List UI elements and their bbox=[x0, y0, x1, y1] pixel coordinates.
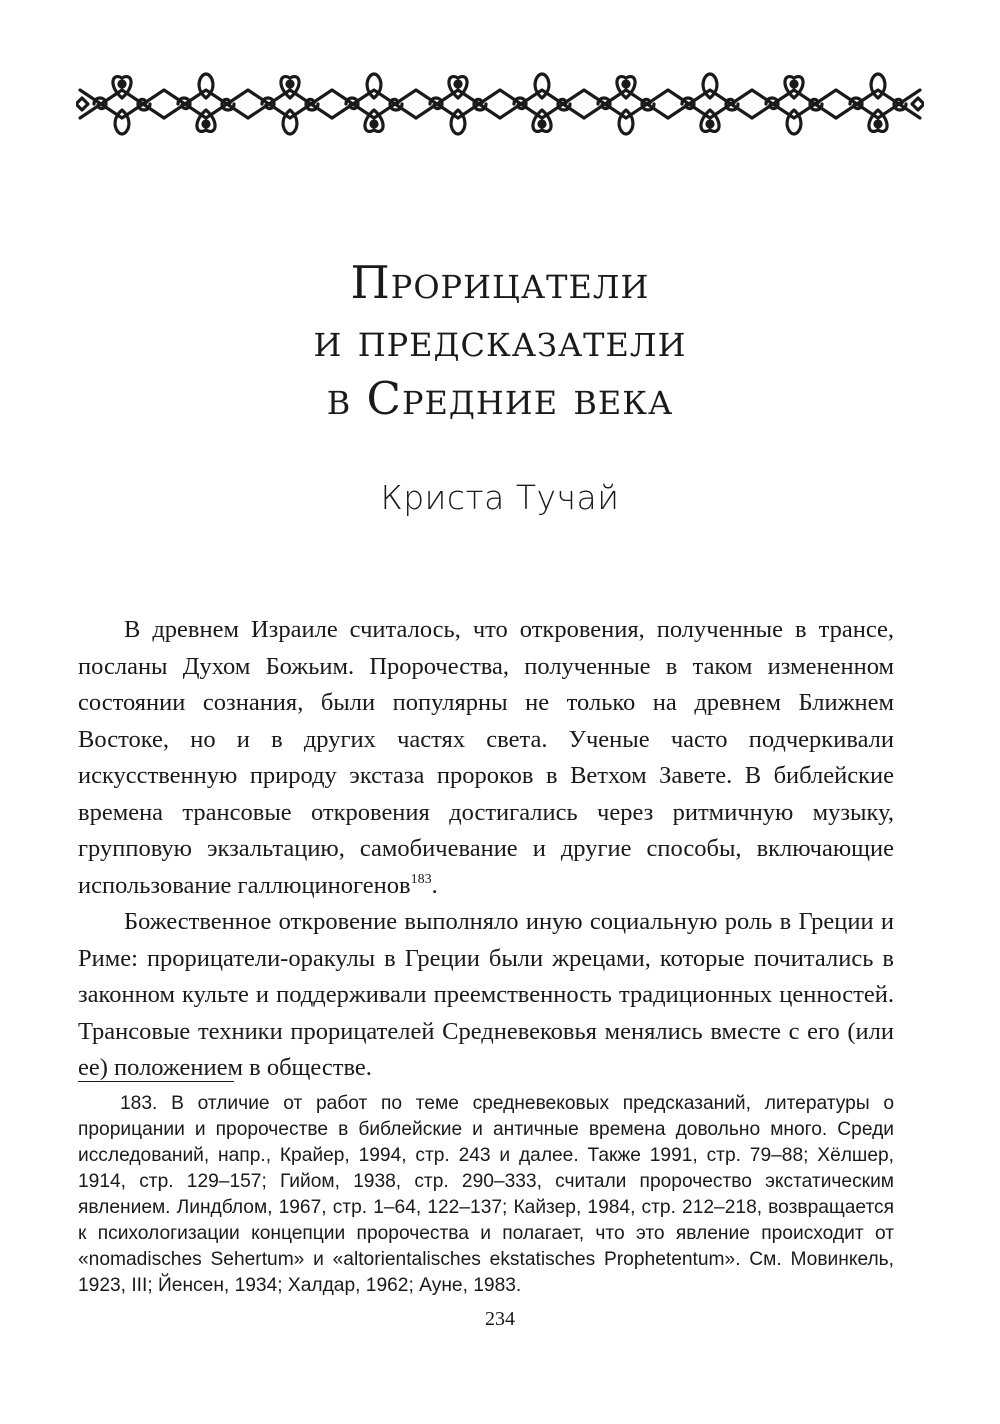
ornament-knot-unit bbox=[752, 77, 836, 134]
chapter-title-line-3: в Средние века bbox=[326, 372, 674, 425]
chapter-title-line-2: и предсказатели bbox=[313, 314, 687, 367]
ornament-drop bbox=[787, 110, 801, 134]
ornament-knot-unit bbox=[668, 74, 752, 131]
chapter-author: Криста Тучай bbox=[380, 478, 620, 517]
ornament-drop bbox=[619, 110, 633, 134]
ornament-dot bbox=[707, 121, 713, 127]
ornament-dot bbox=[371, 121, 377, 127]
page-number: 234 bbox=[485, 1308, 515, 1330]
body-paragraph-1-text: В древнем Израиле считалось, что откровения, полученные в трансе, посланы Духом Божьим. Пророчества, полученные в таком измененном состоянии сознания, были популярны не только на древнем Ближнем Востоке, но и в других частях света. Ученые часто подчеркивали искусственную природу экстаза пророков в Ветхом Завете. В библейские времена трансовые откровения достигались через ритмичную музыку, групповую экзальтацию, самобичевание и другие способы, включающие использование галлюциногенов bbox=[78, 616, 894, 899]
ornament-dot bbox=[287, 81, 293, 87]
footnote-183 bbox=[78, 1091, 894, 1299]
ornament-drop bbox=[199, 74, 213, 98]
ornament-drop bbox=[703, 74, 717, 98]
footnote-number: 183. bbox=[120, 1093, 158, 1114]
ornament-knot-unit bbox=[584, 77, 668, 134]
ornament-end-cap bbox=[912, 98, 924, 110]
ornament-dot bbox=[875, 121, 881, 127]
ornament-knot-unit bbox=[164, 74, 248, 131]
ornament-drop bbox=[367, 74, 381, 98]
chapter-title bbox=[0, 254, 1000, 428]
footnote-paragraph bbox=[78, 1091, 894, 1299]
ornament-knot-unit bbox=[500, 74, 584, 131]
body-paragraph-1 bbox=[78, 612, 894, 904]
body-text bbox=[78, 612, 894, 1087]
ornament-drop bbox=[283, 110, 297, 134]
ornament-drop bbox=[451, 110, 465, 134]
ornament-dot bbox=[203, 121, 209, 127]
ornament-drop bbox=[871, 74, 885, 98]
footnote-text: В отличие от работ по теме средневековых предсказаний, литературы о прорицании и пророчестве в библейские и античные времена довольно много. Среди исследований, напр., Крайер, 1994, стр. 243 и далее. Также 1991, стр. 79–88; Хёлшер, 1914, стр. 129–157; Гийом, 1938, стр. 290–333, считали пророчество экстатическим явлением. Линдблом, 1967, стр. 1–64, 122–137; Кайзер, 1984, стр. 212–218, возвращается к психологизации концепции пророчества и полагает, что это явление происходит от «nomadisches Sehertum» и «altorientalisches ekstatisches Prophetentum». См. Мовинкель, 1923, III; Йенсен, 1934; Халдар, 1962; Ауне, 1983. bbox=[78, 1093, 894, 1296]
chapter-title-line-1: Прорицатели bbox=[350, 256, 650, 309]
ornament-dot bbox=[455, 81, 461, 87]
ornament-knot-unit bbox=[80, 77, 164, 134]
body-paragraph-2: Божественное откровение выполняло иную социальную роль в Греции и Риме: прорицатели-оракулы в Греции были жрецами, которые почитались в законном культе и поддерживали преемственность традиционных ценностей. Трансовые техники прорицателей Средневековья менялись вместе с его (или ее) положением в обществе. bbox=[78, 908, 894, 1081]
celtic-knot-border-ornament bbox=[76, 70, 924, 138]
body-paragraph-1-end: . bbox=[431, 871, 438, 899]
ornament-dot bbox=[623, 81, 629, 87]
ornament-end-cap bbox=[76, 98, 88, 110]
ornament-knot-unit bbox=[416, 77, 500, 134]
ornament-knot-unit bbox=[836, 74, 920, 131]
ornament-drop bbox=[115, 110, 129, 134]
ornament-dot bbox=[119, 81, 125, 87]
ornament-knot-unit bbox=[248, 77, 332, 134]
footnote-reference-183: 183 bbox=[410, 871, 432, 887]
ornament-drop bbox=[535, 74, 549, 98]
ornament-dot bbox=[539, 121, 545, 127]
footnote-divider bbox=[78, 1081, 234, 1082]
ornament-dot bbox=[791, 81, 797, 87]
ornament-knot-unit bbox=[332, 74, 416, 131]
